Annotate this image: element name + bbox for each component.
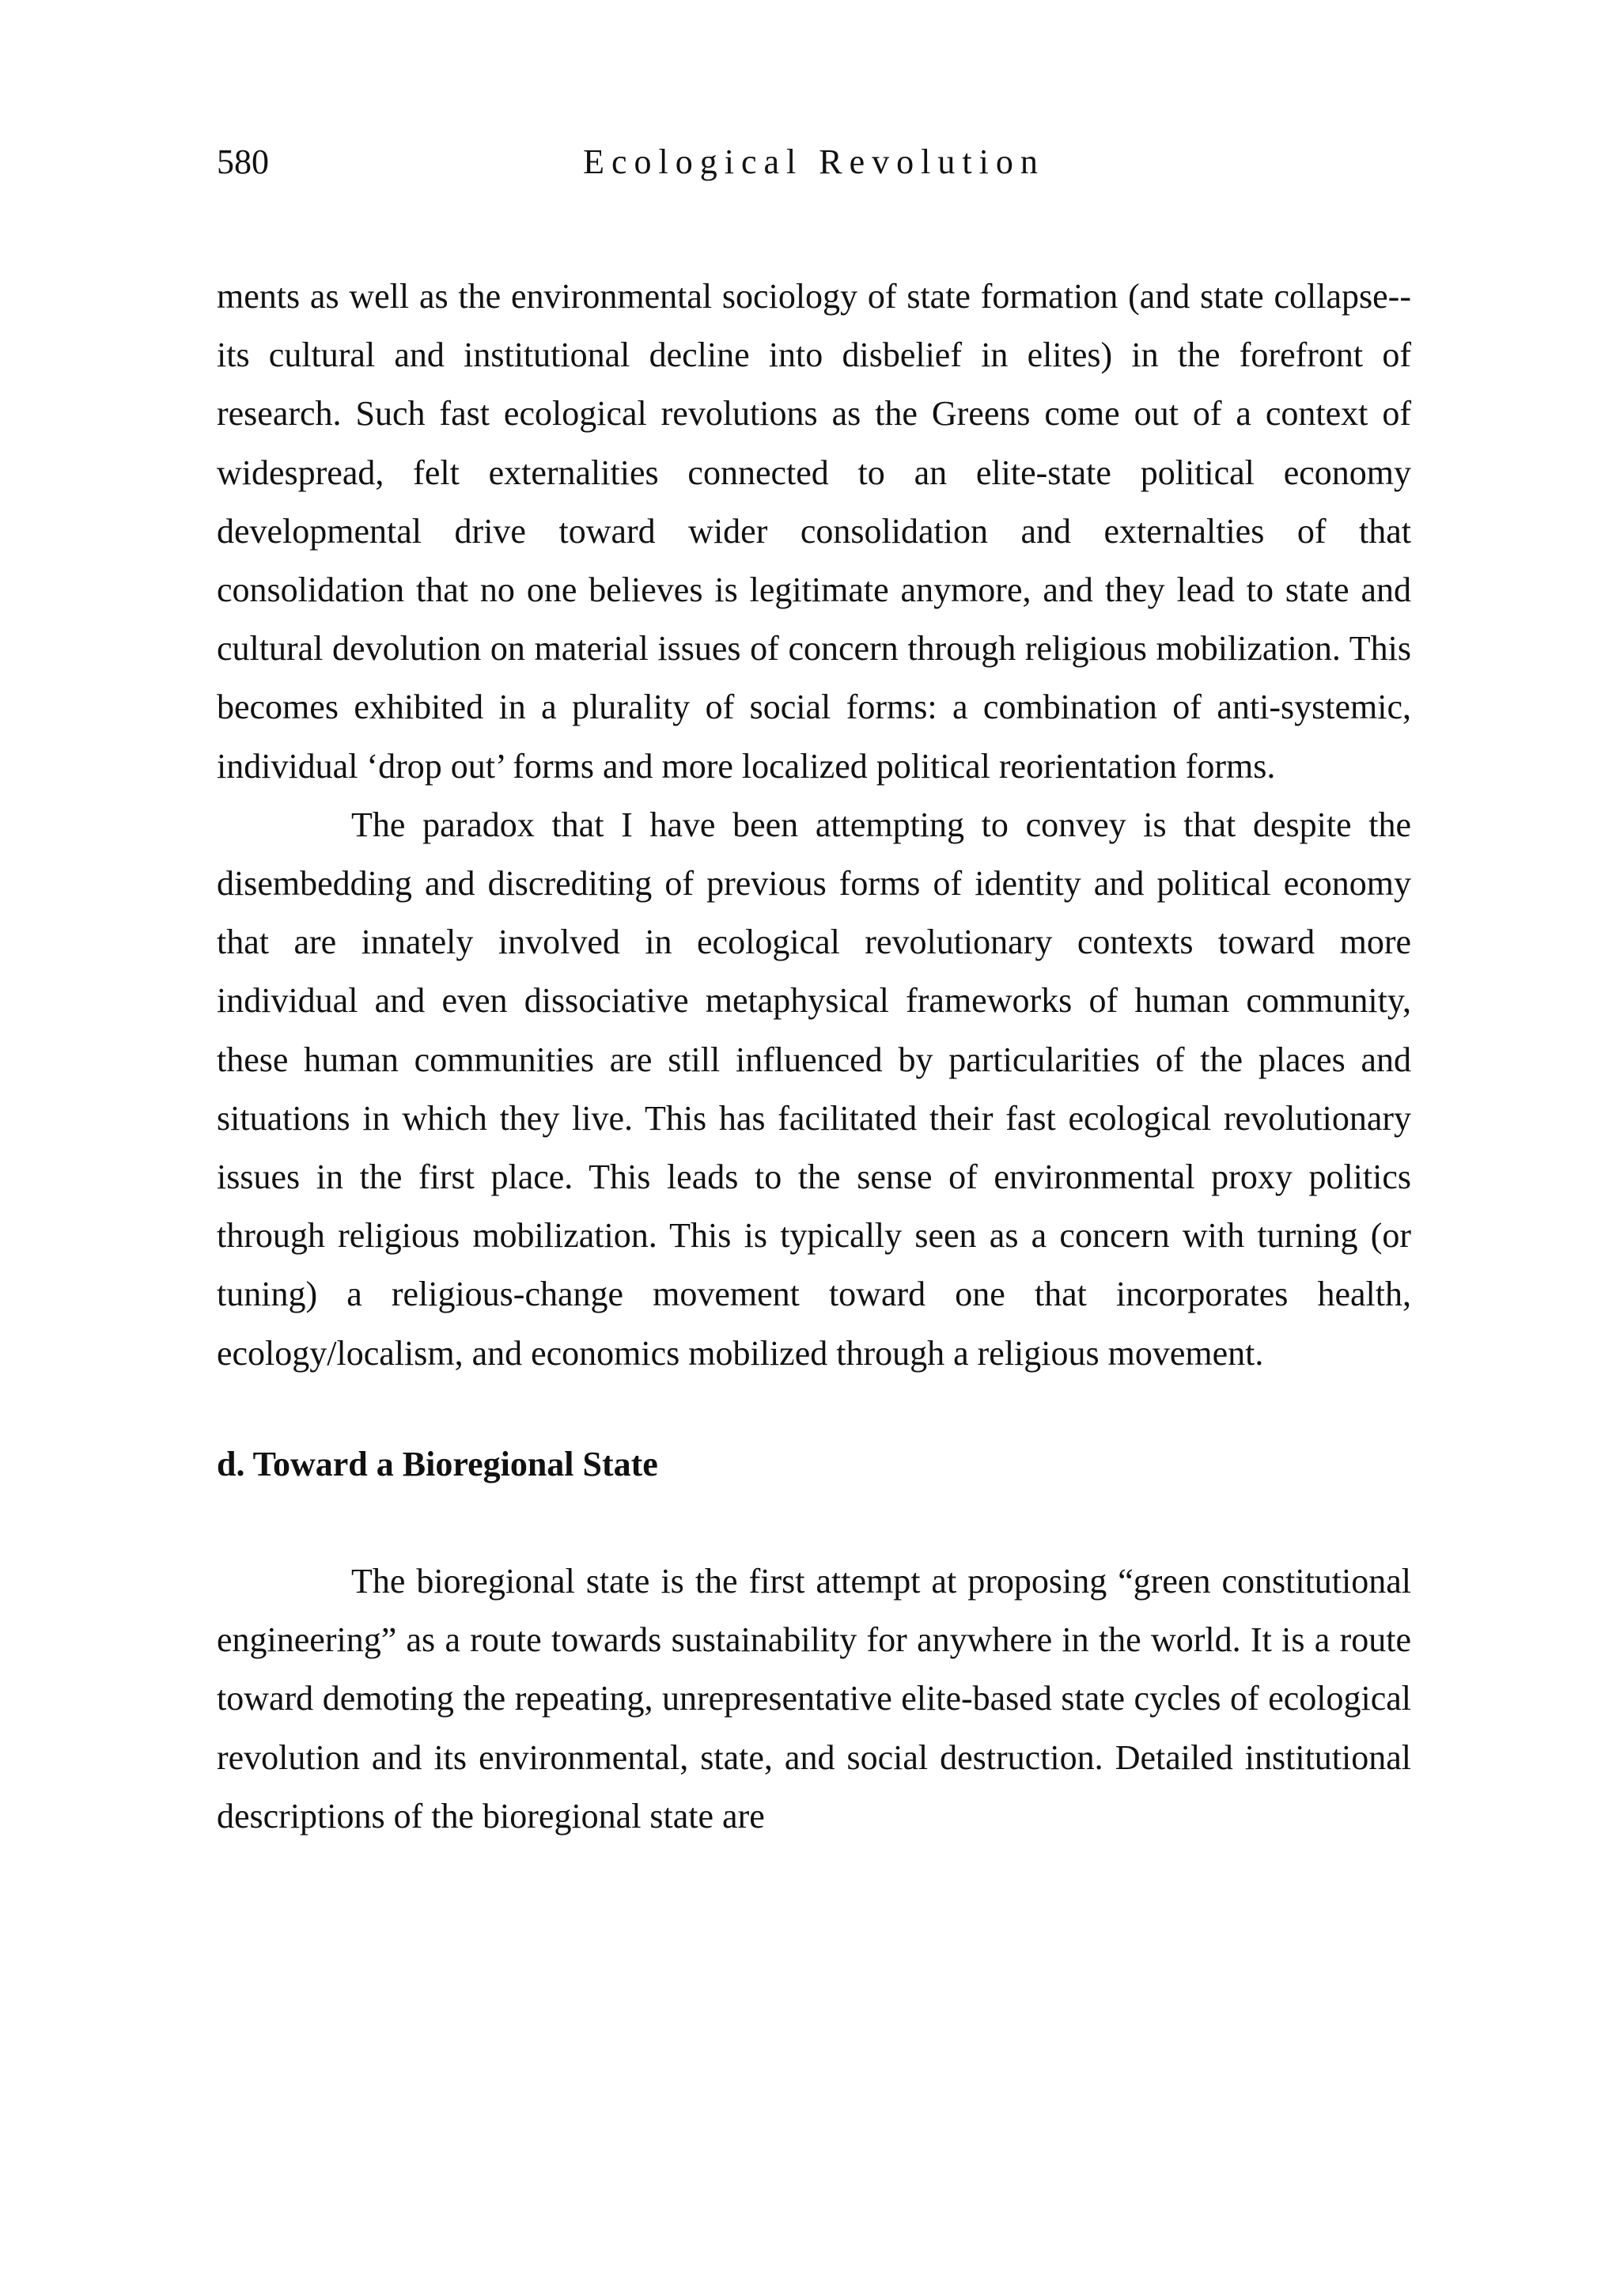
running-header	[217, 135, 1411, 190]
page-number: 580	[217, 142, 269, 181]
running-title: Ecological Revolution	[583, 142, 1045, 181]
section-spacer	[217, 1494, 1411, 1552]
body-text	[217, 267, 1411, 1846]
section-heading: d. Toward a Bioregional State	[217, 1444, 658, 1483]
paragraph-continued: ments as well as the environmental sociology of state formation (and state collapse--its cultural and institutional decline into disbelief in elites) in the forefront of research. Such fast ecological revolutions as the Greens come out of a context of widespread, felt externalities connected to an elite-state political economy developmental drive toward wider consolidation and externalties of that consolidation that no one believes is legitimate anymore, and they lead to state and cultural devolution on material issues of concern through religious mobilization. This becomes exhibited in a plurality of social forms: a combination of anti-systemic, individual ‘drop out’ forms and more localized political reorientation forms.	[217, 277, 1411, 786]
paragraph-bioregional-state: The bioregional state is the first attempt at proposing “green constitutional engineering” as a route towards sustainability for anywhere in the world. It is a route toward demoting the repeating, unrepresentative elite-based state cycles of ecological revolution and its environmental, state, and social destruction. Detailed institutional descriptions of the bioregional state are	[217, 1562, 1411, 1836]
paragraph-paradox: The paradox that I have been attempting to convey is that despite the disembedding and discrediting of previous forms of identity and political economy that are innately involved in ecological revolutionary contexts toward more individual and even dissociative metaphysical frameworks of human community, these human communities are still influenced by particularities of the places and situations in which they live. This has facilitated their fast ecological revolutionary issues in the first place. This leads to the sense of environmental proxy politics through religious mobilization. This is typically seen as a concern with turning (or tuning) a religious-change movement toward one that incorporates health, ecology/localism, and economics mobilized through a religious movement.	[217, 805, 1411, 1373]
